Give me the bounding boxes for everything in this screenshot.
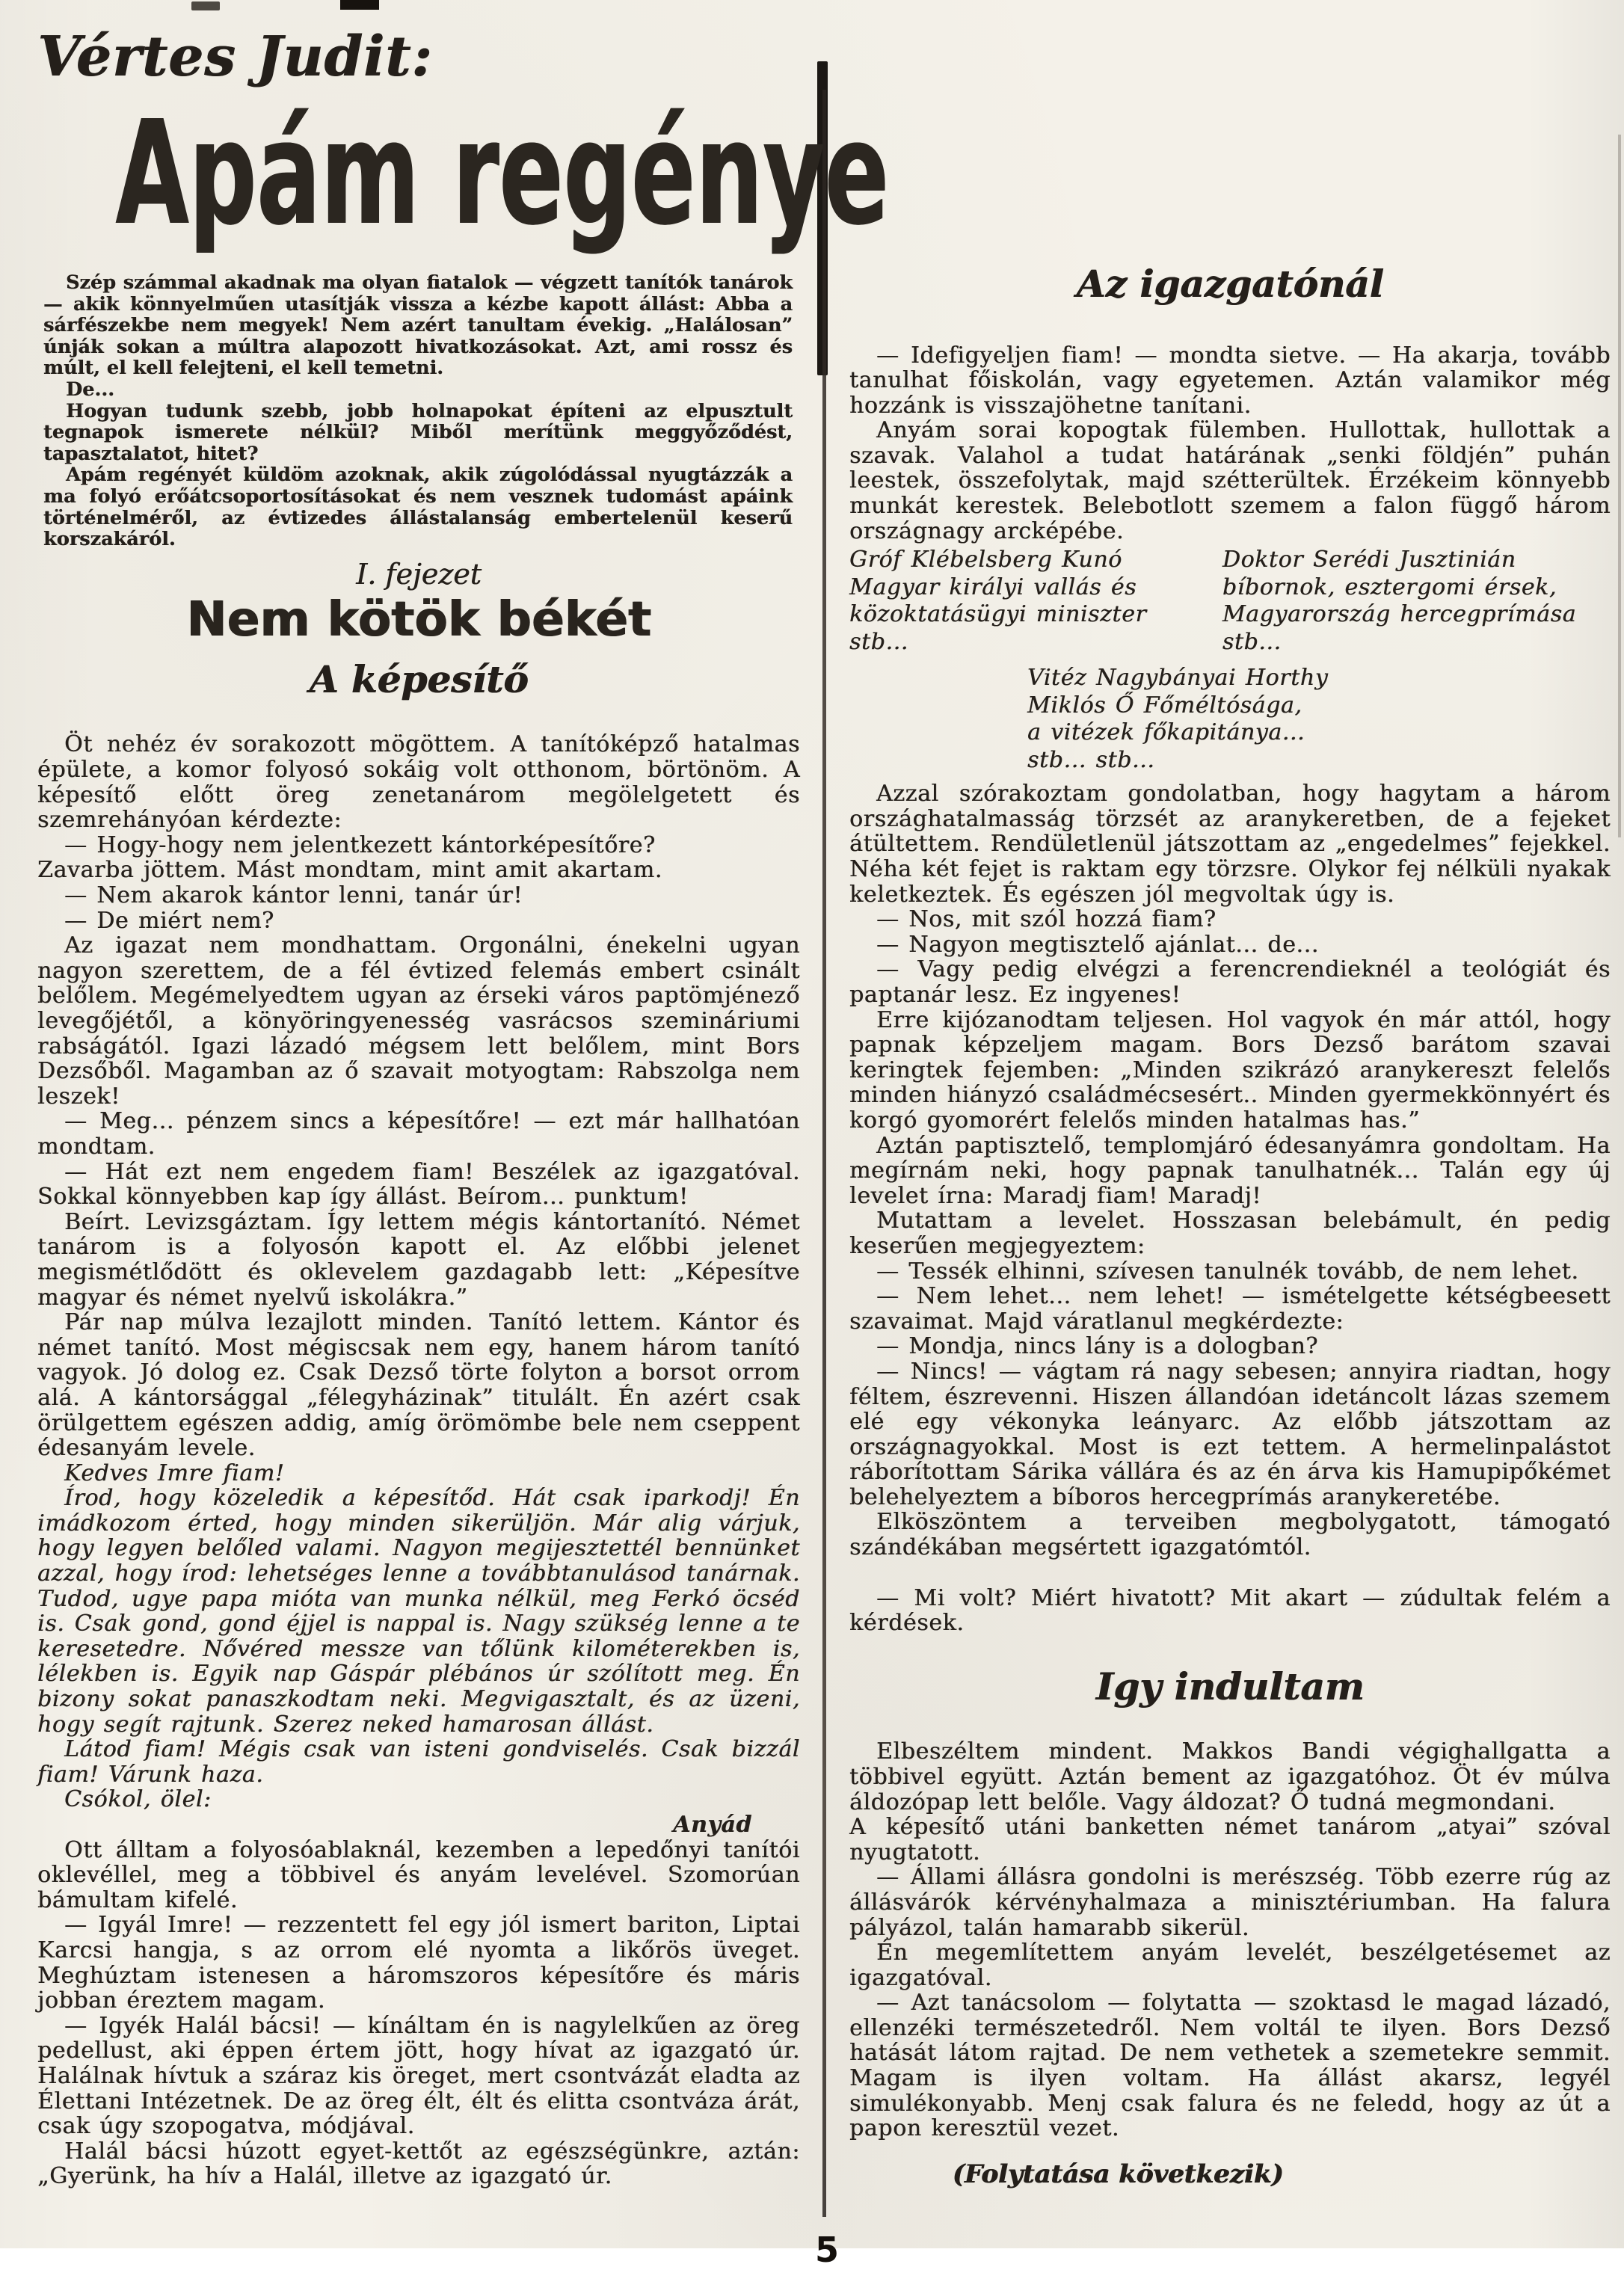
right-body-text [849, 343, 1611, 1636]
dialog-line: — Azt tanácsolom — folytatta — szoktasd le magad lázadó, ellenzéki természetedről. Nem voltál te ilyen. Bors Dezső hatását látom rajtad. De nem vethetek a szemetekre semmit. Magam is ilyen voltam. Ha állást akarsz, legyél simulékonyabb. Menj csak falura és ne feledd, hogy az út a papon keresztül vezet. [849, 1990, 1611, 2142]
lead-paragraph: De... [66, 378, 114, 402]
chapter-title: Nem kötök békét [186, 591, 651, 648]
dialog-line: — Mondja, nincs lány is a dologban? [876, 1333, 1318, 1360]
dialog-line: — Igyék Halál bácsi! — kínáltam én is nagylelkűen az öreg pedellust, aki éppen értem jött, hogy hívat az igazgató úr. Halálnak hívtuk a száraz kis öreget, mert csontvázát eladta az Élettani Intézetnek. De az öreg élt, élt és elitta csontváza árát, csak úgy szopogatva, módjával. [37, 2012, 800, 2140]
letter-paragraph: Írod, hogy közeledik a képesítőd. Hát csak iparkodj! Én imádkozom érted, hogy minden sikerüljön. Már alig várjuk, hogy legyen belőled valami. Nagyon megijesztettél bennünket azzal, hogy írod: lehetséges lenne a továbbtanulásod tanárnak. Tudod, ugye papa mióta van munka nélkül, meg Ferkó öcséd is. Csak gond, gond éjjel is nappal is. Nagy szükség lenne a te keresetedre. Nővéred messze van tőlünk kilométerekben is, lélekben is. Egyik nap Gáspár plébános úr szólított meg. Én bizony sokat panaszkodtam neki. Megvigasztalt, és az üzeni, hogy segít rajtunk. Szerez neked hamarosan állást. [37, 1485, 800, 1738]
letter-closing: Csókol, ölel: [64, 1786, 212, 1813]
dialog-line: — Nos, mit szól hozzá fiam? [876, 906, 1217, 933]
caption-line: bíbornok, esztergomi érsek, [1222, 573, 1557, 600]
dialog-line: — Vagy pedig elvégzi a ferencrendieknél a teológiát és paptanár lesz. Ez ingyenes! [849, 956, 1611, 1008]
body-paragraph: Beírt. Levizsgáztam. Így lettem mégis kántortanító. Német tanárom is a folyosón kapott el. Az előbbi jelenet megismétlődött és oklevelem gazdagabb lett: „Képesítve magyar és német nyelvű iskolákra.” [37, 1208, 800, 1311]
body-paragraph: Anyám sorai kopogtak fülemben. Hullottak, hullottak a szavak. Valahol a tudat határának „senki földjén” puhán leestek, összefolytak, majd szétterültek. Érzékeim könnyebb munkát kerestek. Belebotlott szemem a falon függő három országnagy arcképébe. [849, 417, 1611, 544]
caption-line: közoktatásügyi miniszter [849, 601, 1147, 628]
mother-letter [37, 1461, 800, 1812]
dialog-line: — Állami állásra gondolni is merészség. Több ezerre rúg az állásvárók kérvényhalmaza a minisztériumban. Ha falura pályázol, talán hamarabb sikerül. [849, 1864, 1611, 1941]
caption-line: a vitézek főkapitánya... [1027, 719, 1305, 746]
right-column [849, 49, 1611, 2189]
portrait-caption-seredi [1222, 547, 1611, 656]
column-divider-rule [822, 90, 826, 2217]
caption-line: Magyar királyi vallás és [849, 573, 1137, 600]
left-column [37, 25, 889, 2190]
portrait-caption-klebelsberg [849, 547, 1199, 656]
dialog-line: — Nagyon megtisztelő ajánlat... de... [876, 931, 1319, 958]
article-title [115, 90, 889, 257]
body-paragraph: Elköszöntem a terveiben megbolygatott, támogató szándékában megsértett igazgatómtól. [849, 1509, 1611, 1561]
to-be-continued-note: (Folytatása következik) [952, 2159, 1284, 2189]
caption-line: stb... stb... [1027, 746, 1155, 773]
portrait-caption-horthy [849, 665, 1611, 774]
letter-signature: Anyád [673, 1812, 752, 1839]
lead-paragraph: Apám regényét küldöm azoknak, akik zúgolódással nyugtázzák a ma folyó erőátcsoportosításokat és nem vesznek tudomást apáink történelméről, az évtizedes állástalanság embertelenül keserű korszakáról. [43, 464, 793, 551]
caption-line: Magyarország hercegprímása [1222, 601, 1577, 628]
body-paragraph: Ott álltam a folyosóablaknál, kezemben a lepedőnyi tanítói oklevéllel, meg a többivel és anyám levelével. Szomorúan bámultam kifelé. [37, 1836, 800, 1913]
article-title-text: Apám regénye [115, 90, 889, 257]
portrait-captions [849, 547, 1611, 656]
dialog-line: — Hogy-hogy nem jelentkezett kántorképesítőre? [64, 831, 656, 858]
body-paragraph: Pár nap múlva lezajlott minden. Tanító lettem. Kántor és német tanító. Most mégiscsak nem egy, hanem három tanító vagyok. Jó dolog ez. Csak Dezső törte folyton a borsot orrom alá. A kántorsággal „félegyházinak” titulált. Én azért csak örülgettem egészen addig, amíg örömömbe bele nem cseppent édesanyám levele. [37, 1309, 800, 1462]
dialog-line: — Tessék elhinni, szívesen tanulnék tovább, de nem lehet. [876, 1258, 1579, 1285]
caption-line: stb... [1222, 628, 1282, 655]
lead-block [43, 272, 793, 550]
right-body-text-2 [849, 1739, 1611, 2141]
author-byline: Vértes Judit: [37, 25, 433, 89]
body-paragraph: Öt nehéz év sorakozott mögöttem. A tanítóképző hatalmas épülete, a komor folyosó sokáig volt otthonom, börtönöm. A képesítő előtt öreg zenetanárom megölelgetett és szemrehányóan kérdezte: [37, 731, 800, 834]
body-paragraph: Azzal szórakoztam gondolatban, hogy hagytam a három országhatalmasság törzsét az aranykeretben, de a fejeket átültettem. Rendületlenül játszottam az „engedelmes” fejekkel. Néha két fejet is raktam egy törzsre. Olykor fej nélküli nyakak keletkeztek. És egészen jól megvoltak úgy is. [849, 781, 1611, 908]
lead-paragraph: Szép számmal akadnak ma olyan fiatalok — végzett tanítók tanárok — akik könnyelműen utasítják vissza a kézbe kapott állást: Abba a sárfészekbe nem megyek! Nem azért tanultam évekig. „Halálosan” únják sokan a múltra alapozott hivatkozásokat. Azt, ami rossz és múlt, el kell felejteni, el kell temetni. [43, 271, 793, 380]
lead-paragraph: Hogyan tudunk szebb, jobb holnapokat építeni az elpusztult tegnapok ismerete nélkül? Miből merítünk meggyőződést, tapasztalatot, hitet? [43, 399, 793, 465]
caption-line: Miklós Ő Főméltósága, [1027, 692, 1302, 719]
section-heading-igazgatonal: Az igazgatónál [1076, 262, 1384, 306]
chapter-kicker: I. fejezet [356, 557, 482, 591]
caption-line: Gróf Klébelsberg Kunó [849, 547, 1122, 573]
caption-line: Doktor Serédi Jusztinián [1222, 547, 1516, 573]
dialog-line: — Nem akarok kántor lenni, tanár úr! [64, 882, 523, 909]
body-paragraph: Zavarba jöttem. Mást mondtam, mint amit akartam. [37, 857, 662, 884]
dialog-line: — Hát ezt nem engedem fiam! Beszélek az igazgatóval. Sokkal könnyebben kap így állást. Beírom... punktum! [37, 1158, 800, 1211]
body-paragraph: Halál bácsi húzott egyet-kettőt az egészségünkre, aztán: „Gyerünk, ha hív a Halál, illetve az igazgató úr. [37, 2138, 800, 2190]
body-paragraph: Mutattam a levelet. Hosszasan belebámult, én pedig keserűen megjegyeztem: [849, 1208, 1611, 1259]
dialog-line: — Igyál Imre! — rezzentett fel egy jól ismert bariton, Liptai Karcsi hangja, s az orrom elé nyomta a likőrös üveget. Meghúztam istenesen a háromszoros képesítőre és máris jobban éreztem magam. [37, 1912, 800, 2014]
print-smudge-icon [340, 0, 379, 10]
body-paragraph: Aztán paptisztelő, templomjáró édesanyámra gondoltam. Ha megírnám neki, hogy papnak tanulhatnék... Talán egy új levelet írna: Maradj fiam! Maradj! [849, 1132, 1611, 1209]
body-paragraph: Az igazat nem mondhattam. Orgonálni, énekelni ugyan nagyon szerettem, de a fél évtized felemás embert csinált belőlem. Megémelyedtem ugyan az érseki város paptömjénező levegőjétől, a könyöringyenesség vasrácsos szemináriumi rabságától. Igazi lázadó mégsem lett belőlem, mint Bors Dezsőből. Magamban az ő szavait motyogtam: Rabszolga nem leszek! [37, 932, 800, 1110]
dialog-line: — De miért nem? [64, 907, 274, 934]
dialog-line: — Idefigyeljen fiam! — mondta sietve. — Ha akarja, tovább tanulhat főiskolán, vagy egyetemen. Aztán valamikor még hozzánk is visszajöhetne tanítani. [849, 342, 1611, 419]
letter-paragraph: Látod fiam! Mégis csak van isteni gondviselés. Csak bizzál fiam! Várunk haza. [37, 1736, 800, 1788]
body-paragraph: A képesítő utáni banketten német tanárom „atyai” szóval nyugtatott. [849, 1814, 1611, 1865]
dialog-line: — Meg... pénzem sincs a képesítőre! — ezt már hallhatóan mondtam. [37, 1108, 800, 1160]
print-smudge-icon [191, 1, 220, 10]
caption-line: Vitéz Nagybányai Horthy [1027, 665, 1329, 692]
body-paragraph: Én megemlítettem anyám levelét, beszélgetésemet az igazgatóval. [849, 1940, 1611, 1991]
letter-salutation: Kedves Imre fiam! [64, 1459, 285, 1486]
body-paragraph: Erre kijózanodtam teljesen. Hol vagyok én már attól, hogy papnak képzeljem magam. Bors Dezső barátom szavai keringtek fejemben: „Minden szikrázó aranykereszt felelős minden hiányzó családmécsesért.. Minden gyermekkönnyért és korgó gyomorért felelős minden hatalmas has.” [849, 1006, 1611, 1134]
section-heading-kepesito: A képesítő [309, 656, 529, 701]
scan-edge-line [1618, 135, 1621, 837]
section-heading-indultam: Igy indultam [1095, 1664, 1365, 1708]
left-body-text [37, 732, 800, 2189]
dialog-line: — Nem lehet... nem lehet! — ismételgette kétségbeesett szavaimat. Majd váratlanul megkérdezte: [849, 1283, 1611, 1335]
page-number-partial: 5 [815, 2230, 840, 2270]
caption-line: stb... [849, 628, 908, 655]
dialog-line: — Mi volt? Miért hivatott? Mit akart — zúdultak felém a kérdések. [849, 1584, 1611, 1637]
body-paragraph: Elbeszéltem mindent. Makkos Bandi végighallgatta a többivel együtt. Aztán bement az igazgatóhoz. Öt év múlva áldozópap lett belőle. Vagy áldozat? Ő tudná megmondani. [849, 1738, 1611, 1815]
dialog-line: — Nincs! — vágtam rá nagy sebesen; annyira riadtan, hogy féltem, észrevenni. Hiszen állandóan idetáncolt lázas szemem elé egy vékonyka leányarc. Az előbb játszottam az országnagyokkal. Most is ezt tettem. A hermelinpalástot ráborítottam Sárika vállára és az én árva kis Hamupipőkémet belehelyeztem a bíboros hercegprímás aranykeretébe. [849, 1358, 1611, 1510]
